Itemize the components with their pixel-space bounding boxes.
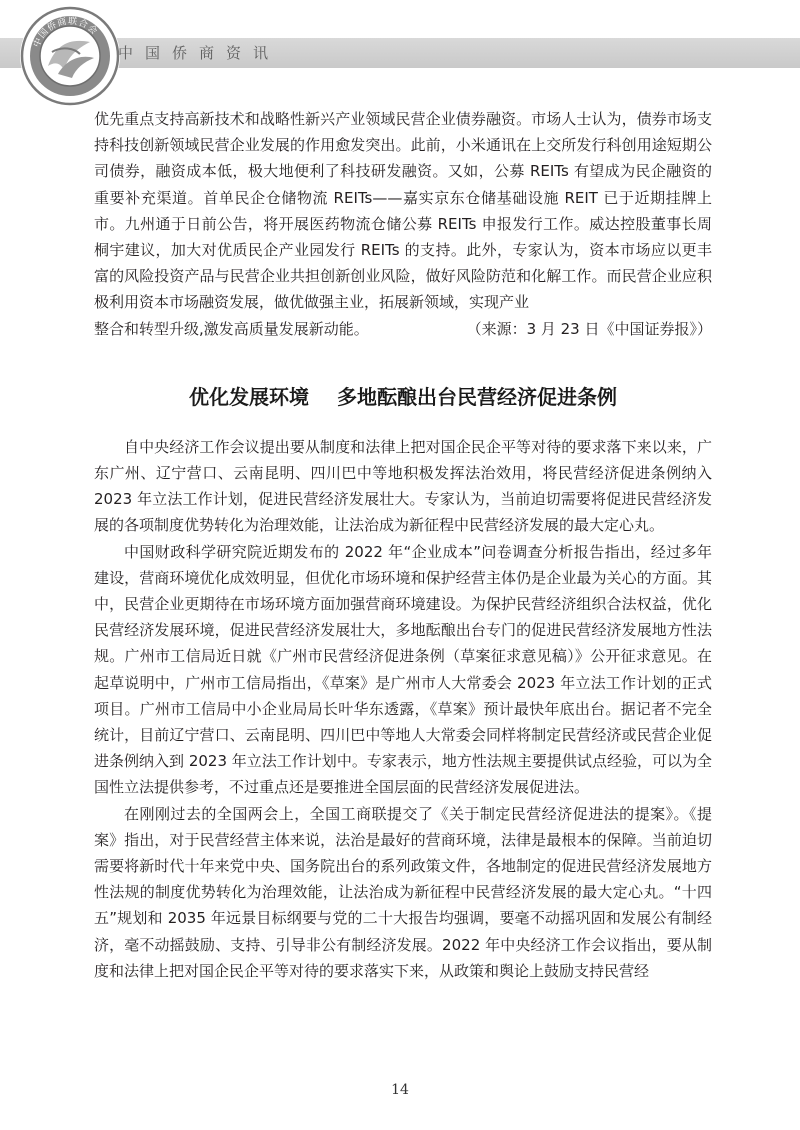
article2-paragraph-3: 在刚刚过去的全国两会上，全国工商联提交了《关于制定民营经济促进法的提案》。《提案》指出，对于民营经营主体来说，法治是最好的营商环境，法律是最根本的保障。当前迫切需要将新时代十年来党中央、国务院出台的系列政策文件，各地制定的促进民营经济发展地方性法规的制度优势转化为治理效能，让法治成为新征程中民营经济发展的最大定心丸。“十四五”规划和 2035 年远景目标纲要与党的二十大报告均强调，要毫不动摇巩固和发展公有制经济，毫不动摇鼓励、支持、引导非公有制经济发展。2022 年中央经济工作会议指出，要从制度和法律上把对国企民企平等对待的要求落实下来，从政策和舆论上鼓励支持民营经: [94, 804, 712, 980]
article1-closing-line: [94, 316, 712, 342]
article2-paragraph-2: 中国财政科学研究院近期发布的 2022 年“企业成本”问卷调查分析报告指出，经过多年建设，营商环境优化成效明显，但优化市场环境和保护经营主体仍是企业最为关心的方面。其中，民营企业更期待在市场环境方面加强营商环境建设。为保护民营经济组织合法权益，优化民营经济发展环境，促进民营经济发展壮大，多地酝酿出台专门的促进民营经济发展地方性法规。广州市工信局近日就《广州市民营经济促进条例（草案征求意见稿）》公开征求意见。在起草说明中，广州市工信局指出，《草案》是广州市人大常委会 2023 年立法工作计划的正式项目。广州市工信局中小企业局局长叶华东透露，《草案》预计最快年底出台。据记者不完全统计，目前辽宁营口、云南昆明、四川巴中等地人大常委会同样将制定民营经济或民营企业促进条例纳入到 2023 年立法工作计划中。专家表示，地方性法规主要提供试点经验，可以为全国性立法提供参考，不过重点还是要推进全国层面的民营经济发展促进法。: [94, 542, 712, 797]
article2-title-part1: 优化发展环境: [189, 384, 309, 409]
article2-title: [94, 382, 712, 412]
article2-paragraph-1: 自中央经济工作会议提出要从制度和法律上把对国企民企平等对待的要求落下来以来，广东广州、辽宁营口、云南昆明、四川巴中等地积极发挥法治效用，将民营经济促进条例纳入 2023 年立法工作计划，促进民营经济发展壮大。专家认为，当前迫切需要将促进民营经济发展的各项制度优势转化为治理效能，让法治成为新征程中民营经济发展的最大定心丸。: [94, 437, 712, 535]
page-content: [94, 106, 712, 984]
article1-last-line: 整合和转型升级,激发高质量发展新动能。: [94, 319, 369, 338]
article2-title-part2: 多地酝酿出台民营经济促进条例: [337, 384, 617, 409]
article1-source: （来源：3 月 23 日《中国证券报》）: [466, 319, 712, 338]
header-title: 中国侨商资讯: [118, 44, 281, 62]
article1-paragraph: 优先重点支持高新技术和战略性新兴产业领域民营企业债券融资。市场人士认为，债券市场支持科技创新领域民营企业发展的作用愈发突出。此前，小米通讯在上交所发行科创用途短期公司债券，融资成本低，极大地便利了科技研发融资。又如，公募 REITs 有望成为民企融资的重要补充渠道。首单民企仓储物流 REITs——嘉实京东仓储基础设施 REIT 已于近期挂牌上市。九州通于日前公告，将开展医药物流仓储公募 REITs 申报发行工作。威达控股董事长周桐宇建议，加大对优质民企产业园发行 REITs 的支持。此外，专家认为，资本市场应以更丰富的风险投资产品与民营企业共担创新创业风险，做好风险防范和化解工作。而民营企业应积极利用资本市场融资发展，做优做强主业，拓展新领域，实现产业: [94, 110, 712, 312]
page-number: 14: [391, 1082, 409, 1098]
logo-text: 中国侨商联合会: [32, 16, 100, 50]
logo-seal-icon: [18, 4, 122, 108]
